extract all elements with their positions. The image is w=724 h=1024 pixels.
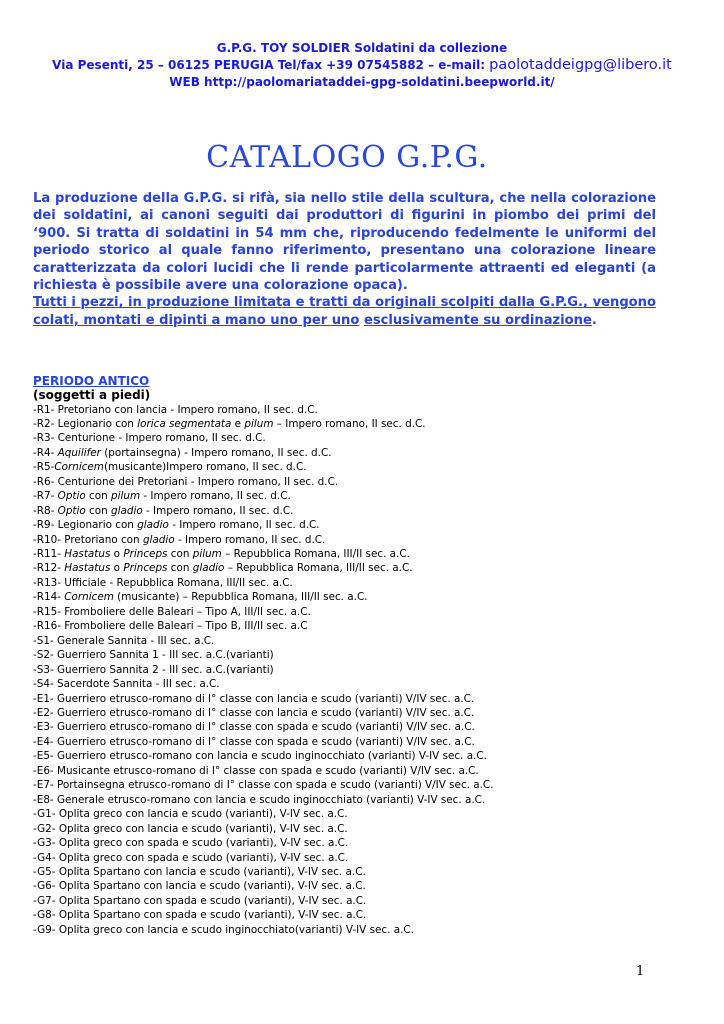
- list-item: -G3- Oplita greco con spada e scudo (varianti), V-IV sec. a.C.: [33, 837, 349, 850]
- list-item: -G6- Oplita Spartano con lancia e scudo (varianti), V-IV sec. a.C.: [33, 880, 366, 893]
- catalog-section: [33, 374, 693, 937]
- list-item: -E7- Portainsegna etrusco-romano di I° classe con spada e scudo (varianti) V/IV sec. a.C.: [33, 779, 494, 792]
- section-subtitle: (soggetti a piedi): [33, 388, 151, 402]
- list-item: -R4- Aquilifer (portainsegna) - Impero romano, II sec. d.C.: [33, 446, 332, 459]
- header-address-line: [0, 57, 724, 74]
- intro-notice: [33, 294, 656, 329]
- item-list: [33, 403, 693, 938]
- list-item: -R16- Fromboliere delle Baleari – Tipo B, III/II sec. a.C: [33, 620, 308, 633]
- list-item: -E2- Guerriero etrusco-romano di I° classe con lancia e scudo (varianti) V/IV sec. a.C.: [33, 707, 475, 720]
- list-item: -S4- Sacerdote Sannita - III sec. a.C.: [33, 678, 220, 691]
- list-item: -E4- Guerriero etrusco-romano di I° classe con spada e scudo (varianti) V/IV sec. a.C.: [33, 735, 475, 748]
- intro-notice-emphasis: esclusivamente su ordinazione: [363, 312, 592, 328]
- list-item: -R1- Pretoriano con lancia - Impero romano, II sec. d.C.: [33, 403, 318, 416]
- page-number: 1: [636, 964, 645, 979]
- list-item: -R11- Hastatus o Princeps con pilum – Repubblica Romana, III/II sec. a.C.: [33, 548, 410, 561]
- list-item: -E6- Musicante etrusco-romano di I° classe con spada e scudo (varianti) V/IV sec. a.C.: [33, 764, 479, 777]
- header-address: Via Pesenti, 25 – 06125 PERUGIA Tel/fax +39 07545882 – e-mail:: [52, 58, 490, 72]
- list-item: -G5- Oplita Spartano con lancia e scudo (varianti), V-IV sec. a.C.: [33, 866, 366, 878]
- list-item: -S2- Guerriero Sannita 1 - III sec. a.C.(varianti): [33, 649, 274, 662]
- intro-notice-text: Tutti i pezzi, in produzione limitata e tratti da originali scolpiti dalla G.P.G., vengono colati, montati e dipinti a mano uno per uno: [33, 295, 656, 328]
- list-item: -R2- Legionario con lorica segmentata e pilum – Impero romano, II sec. d.C.: [33, 417, 426, 430]
- list-item: -E3- Guerriero etrusco-romano di I° classe con spada e scudo (varianti) V/IV sec. a.C.: [33, 721, 475, 734]
- list-item: -E1- Guerriero etrusco-romano di I° classe con lancia e scudo (varianti) V/IV sec. a.C.: [33, 692, 475, 705]
- list-item: -E5- Guerriero etrusco-romano con lancia e scudo inginocchiato (varianti) V-IV sec. a.C.: [33, 750, 487, 763]
- list-item: -G7- Oplita Spartano con spada e scudo (varianti), V-IV sec. a.C.: [33, 894, 367, 907]
- intro-notice-period: .: [591, 312, 597, 328]
- list-item: -S1- Generale Sannita - III sec. a.C.: [33, 634, 215, 647]
- list-item: -R14- Cornicem (musicante) – Repubblica Romana, III/II sec. a.C.: [33, 591, 368, 604]
- list-item: -G2- Oplita greco con lancia e scudo (varianti), V-IV sec. a.C.: [33, 822, 348, 835]
- list-item: -R9- Legionario con gladio - Impero romano, II sec. d.C.: [33, 519, 320, 532]
- list-item: -E8- Generale etrusco-romano con lancia e scudo inginocchiato (varianti) V-IV sec. a.C.: [33, 793, 486, 806]
- list-item: -R13- Ufficiale - Repubblica Romana, III/II sec. a.C.: [33, 576, 293, 589]
- list-item: -R15- Fromboliere delle Baleari – Tipo A, III/II sec. a.C.: [33, 605, 311, 618]
- list-item: -R3- Centurione - Impero romano, II sec. d.C.: [33, 432, 266, 445]
- list-item: -G1- Oplita greco con lancia e scudo (varianti), V-IV sec. a.C.: [33, 808, 348, 821]
- list-item: -R6- Centurione dei Pretoriani - Impero romano, II sec. d.C.: [33, 475, 339, 488]
- list-item: -G4- Oplita greco con spada e scudo (varianti), V-IV sec. a.C.: [33, 851, 349, 864]
- intro-text: [33, 190, 656, 329]
- list-item: -R7- Optio con pilum - Impero romano, II sec. d.C.: [33, 490, 291, 503]
- list-item: -R8- Optio con gladio - Impero romano, II sec. d.C.: [33, 504, 294, 517]
- email-link[interactable]: paolotaddeigpg@libero.it: [489, 57, 672, 73]
- intro-paragraph: La produzione della G.P.G. si rifà, sia nello stile della scultura, che nella colorazione dei soldatini, ai canoni seguiti dai produttori di figurini in piombo dei primi del ‘900. Si tratta di soldatini in 54 mm che, riproducendo fedelmente le uniformi del periodo storico al quale fanno riferimento, presentano una colorazione lineare caratterizzata da colori lucidi che li rende particolarmente attraenti ed eleganti (a richiesta è possibile avere una colorazione opaca).: [33, 191, 656, 294]
- list-item: -R5-Cornicem(musicante)Impero romano, II sec. d.C.: [33, 461, 307, 474]
- header-company-line: G.P.G. TOY SOLDIER Soldatini da collezione: [216, 41, 508, 55]
- list-item: -G8- Oplita Spartano con spada e scudo (varianti), V-IV sec. a.C.: [33, 909, 367, 922]
- list-item: -G9- Oplita greco con lancia e scudo inginocchiato(varianti) V-IV sec. a.C.: [33, 923, 414, 936]
- section-title: PERIODO ANTICO: [33, 374, 150, 388]
- list-item: -R12- Hastatus o Princeps con gladio – Repubblica Romana, III/II sec. a.C.: [33, 562, 413, 575]
- header-web-line[interactable]: WEB http://paolomariataddei-gpg-soldatini.beepworld.it/: [169, 75, 555, 89]
- list-item: -R10- Pretoriano con gladio - Impero romano, II sec. d.C.: [33, 533, 326, 546]
- document-header: [0, 40, 724, 91]
- list-item: -S3- Guerriero Sannita 2 - III sec. a.C.(varianti): [33, 663, 274, 676]
- catalog-title: CATALOGO G.P.G.: [206, 140, 488, 175]
